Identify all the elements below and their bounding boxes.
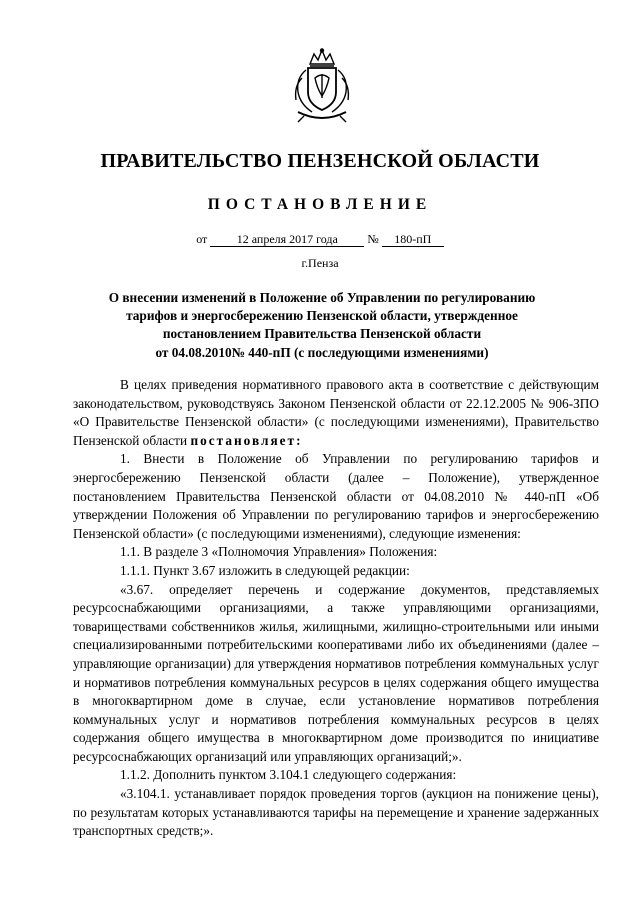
paragraph: 1.1. В разделе 3 «Полномочия Управления» Положения: <box>120 544 438 560</box>
city: г.Пенза <box>301 256 339 270</box>
paragraph: 1.1.2. Дополнить пунктом 3.104.1 следующего содержания: <box>120 767 457 783</box>
subject-line: О внесении изменений в Положение об Управлении по регулированию <box>108 290 536 305</box>
preamble-text: В целях приведения нормативного правового акта в соответствие с действующим законодательством, руководствуясь Законом Пензенской области от 22.12.2005 № 906-ЗПО «О Правительстве Пензенской области» (с последующими изменениями), Правительство Пензенской области <box>73 377 599 448</box>
paragraph: 1. Внести в Положение об Управлении по регулированию тарифов и энергосбережению Пензенской области (далее – Положение), утвержденное постановлением Правительства Пензенской области от 04.08.2010 № 440-пП «Об утверждении Положения об Управлении по регулированию тарифов и энергосбережению Пензенской области» (с последующими изменениями), следующие изменения: <box>73 451 599 541</box>
paragraph: «3.104.1. устанавливает порядок проведения торгов (аукцион на понижение цены), по результатам которых устанавливаются тарифы на перемещение и хранение задержанных транспортных средств;». <box>73 786 599 839</box>
date-number-line <box>0 232 640 247</box>
subject-line: тарифов и энергосбережению Пензенской области, утвержденное <box>126 308 518 324</box>
paragraph-preamble <box>73 376 599 450</box>
resolves-keyword: постановляет: <box>190 432 303 448</box>
document-date: 12 апреля 2017 года <box>210 232 364 247</box>
subject-line: постановлением Правительства Пензенской области <box>162 326 482 342</box>
document-subject <box>72 289 572 362</box>
paragraph: «3.67. определяет перечень и содержание документов, представляемых ресурсоснабжающими организациями, а также управляющими организациями, товариществами собственников жилья, жилищными, жилищно-строительными или иными специализированными потребительскими кооперативами либо их объединениями (далее – управляющие организации) для утверждения нормативов потребления коммунальных услуг и нормативов потребления коммунальных ресурсов в целях содержания общего имущества в многоквартирном доме в случае, если установление нормативов потребления коммунальных услуг и нормативов потребления коммунальных ресурсов в целях содержания общего имущества в многоквартирном доме производится по инициативе ресурсоснабжающих организаций или управляющих организаций;». <box>73 581 599 764</box>
document-body <box>73 376 599 841</box>
subject-line: от 04.08.2010№ 440-пП (с последующими изменениями) <box>155 344 489 360</box>
document-number: 180-пП <box>382 232 444 247</box>
number-sign: № <box>367 232 379 246</box>
organization-title: ПРАВИТЕЛЬСТВО ПЕНЗЕНСКОЙ ОБЛАСТИ <box>100 150 540 172</box>
date-prefix: от <box>196 232 208 246</box>
document-type: ПОСТАНОВЛЕНИЕ <box>207 196 433 213</box>
paragraph: 1.1.1. Пункт 3.67 изложить в следующей редакции: <box>120 562 410 578</box>
penza-coat-of-arms-icon <box>290 48 354 124</box>
